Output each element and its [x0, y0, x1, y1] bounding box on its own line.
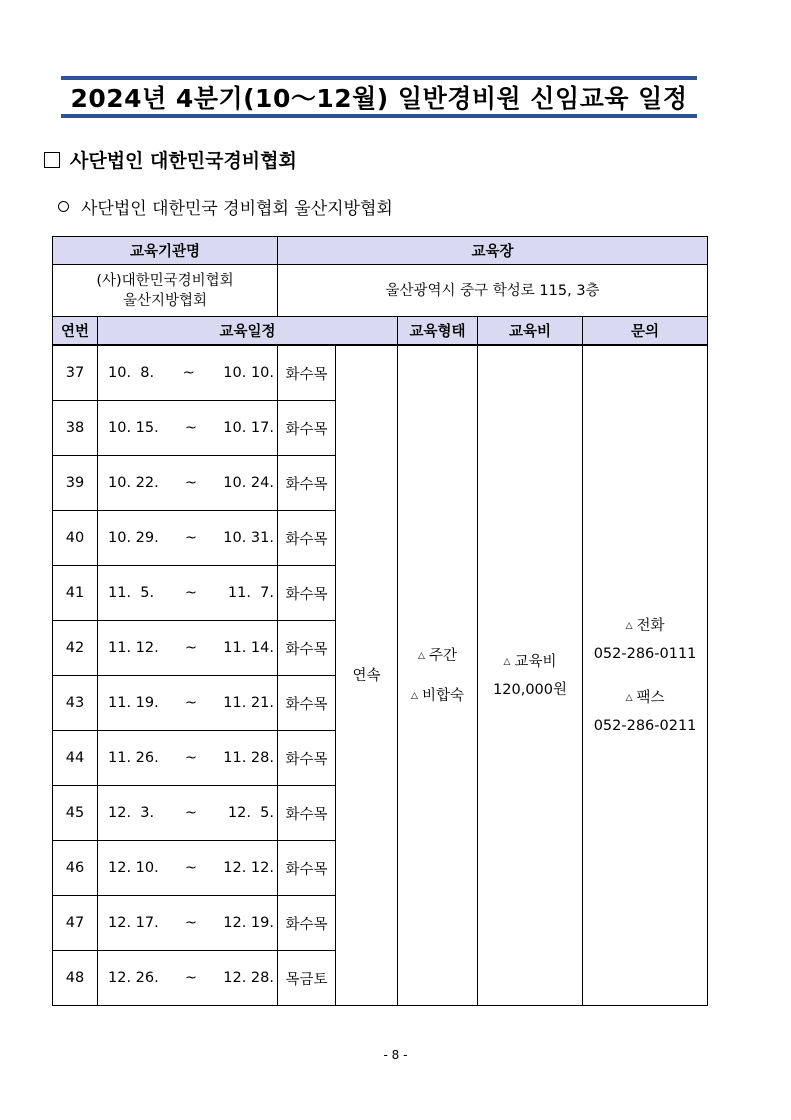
- row-days: 목금토: [278, 951, 336, 1006]
- triangle-bullet-icon: △: [625, 692, 633, 703]
- date-tilde: ~: [182, 365, 195, 381]
- row-days: 화수목: [278, 456, 336, 511]
- date-end: 11. 21.: [223, 695, 274, 711]
- row-number: 41: [53, 566, 98, 621]
- header-org: 교육기관명: [53, 237, 278, 265]
- row-number: 43: [53, 676, 98, 731]
- header-inquiry: 문의: [583, 317, 708, 346]
- table-row: [53, 345, 708, 401]
- type-line1: 주간: [428, 647, 457, 664]
- row-days: 화수목: [278, 896, 336, 951]
- row-days: 화수목: [278, 566, 336, 621]
- sub-heading: [58, 194, 393, 219]
- header-schedule: 교육일정: [98, 317, 398, 346]
- header-no: 연번: [53, 317, 98, 346]
- date-end: 11. 7.: [227, 585, 274, 601]
- date-tilde: ~: [184, 640, 198, 656]
- row-days: 화수목: [278, 676, 336, 731]
- date-tilde: ~: [184, 530, 198, 546]
- date-end: 11. 28.: [223, 750, 274, 766]
- fax-number: 052-286-0211: [593, 717, 697, 734]
- row-date-range: [98, 345, 278, 401]
- row-date-range: [98, 456, 278, 511]
- row-date-range: [98, 896, 278, 951]
- row-days: 화수목: [278, 786, 336, 841]
- mode-text: 연속: [352, 667, 381, 684]
- row-date-range: [98, 511, 278, 566]
- date-tilde: ~: [184, 750, 198, 766]
- header-place: 교육장: [278, 237, 708, 265]
- org-name-line1: (사)대한민국경비협회: [96, 272, 234, 289]
- triangle-bullet-icon: △: [418, 650, 425, 661]
- place: 울산광역시 중구 학성로 115, 3층: [278, 265, 708, 317]
- row-date-range: [98, 676, 278, 731]
- page-title: 2024년 4분기(10～12월) 일반경비원 신임교육 일정: [70, 84, 688, 113]
- row-number: 45: [53, 786, 98, 841]
- type-cell: [398, 345, 478, 1006]
- header-type: 교육형태: [398, 317, 478, 346]
- date-tilde: ~: [184, 805, 198, 821]
- date-end: 10. 17.: [223, 420, 274, 436]
- date-start: 12. 17.: [108, 915, 159, 931]
- date-end: 12. 5.: [227, 805, 274, 821]
- date-end: 11. 14.: [223, 640, 274, 656]
- row-days: 화수목: [278, 401, 336, 456]
- date-start: 11. 19.: [108, 695, 159, 711]
- date-start: 12. 10.: [108, 860, 159, 876]
- date-start: 10. 29.: [108, 530, 159, 546]
- date-tilde: ~: [184, 475, 198, 491]
- date-tilde: ~: [184, 420, 198, 436]
- date-end: 10. 31.: [223, 530, 274, 546]
- row-days: 화수목: [278, 621, 336, 676]
- row-number: 46: [53, 841, 98, 896]
- section-heading: [44, 146, 297, 173]
- row-number: 38: [53, 401, 98, 456]
- triangle-bullet-icon: △: [625, 620, 633, 631]
- sub-heading-text: 사단법인 대한민국 경비협회 울산지방협회: [81, 199, 393, 219]
- date-tilde: ~: [184, 695, 198, 711]
- phone-number: 052-286-0111: [593, 645, 697, 662]
- fee-amount: 120,000원: [493, 681, 567, 698]
- row-date-range: [98, 786, 278, 841]
- page-number: - 8 -: [383, 1048, 408, 1062]
- schedule-table: [52, 236, 708, 1006]
- org-name-line2: 울산지방협회: [122, 292, 208, 309]
- date-end: 10. 10.: [223, 365, 275, 381]
- org-row: [53, 265, 708, 317]
- row-number: 44: [53, 731, 98, 786]
- date-tilde: ~: [184, 915, 198, 931]
- row-days: 화수목: [278, 511, 336, 566]
- mode-cell: [336, 345, 398, 1006]
- checkbox-icon: [44, 152, 60, 168]
- date-end: 10. 24.: [223, 475, 274, 491]
- org-name: [53, 265, 278, 317]
- row-days: 화수목: [278, 841, 336, 896]
- row-number: 48: [53, 951, 98, 1006]
- type-line2: 비합숙: [421, 687, 464, 704]
- date-start: 11. 5.: [108, 585, 155, 601]
- row-date-range: [98, 401, 278, 456]
- fee-label: 교육비: [514, 653, 557, 670]
- row-date-range: [98, 621, 278, 676]
- date-start: 10. 8.: [108, 365, 155, 381]
- row-days: 화수목: [278, 345, 336, 401]
- section-heading-text: 사단법인 대한민국경비협회: [70, 150, 297, 172]
- row-date-range: [98, 841, 278, 896]
- date-tilde: ~: [184, 970, 198, 986]
- title-box: [61, 76, 697, 118]
- circle-bullet-icon: [58, 201, 69, 212]
- date-start: 12. 3.: [108, 805, 155, 821]
- date-end: 12. 28.: [223, 970, 274, 986]
- header-fee: 교육비: [478, 317, 583, 346]
- row-number: 42: [53, 621, 98, 676]
- date-start: 10. 15.: [108, 420, 159, 436]
- date-end: 12. 12.: [223, 860, 274, 876]
- date-start: 12. 26.: [108, 970, 159, 986]
- row-number: 40: [53, 511, 98, 566]
- header-row-columns: [53, 317, 708, 346]
- row-date-range: [98, 951, 278, 1006]
- inquiry-cell: [583, 345, 708, 1006]
- date-tilde: ~: [184, 860, 198, 876]
- fax-label: 팩스: [636, 689, 665, 706]
- row-number: 37: [53, 345, 98, 401]
- date-end: 12. 19.: [223, 915, 274, 931]
- date-start: 11. 26.: [108, 750, 159, 766]
- row-date-range: [98, 566, 278, 621]
- row-number: 39: [53, 456, 98, 511]
- fee-cell: [478, 345, 583, 1006]
- row-date-range: [98, 731, 278, 786]
- date-start: 11. 12.: [108, 640, 159, 656]
- row-days: 화수목: [278, 731, 336, 786]
- header-row-org: [53, 237, 708, 265]
- date-tilde: ~: [184, 585, 198, 601]
- row-number: 47: [53, 896, 98, 951]
- triangle-bullet-icon: △: [503, 656, 511, 667]
- phone-label: 전화: [636, 617, 665, 634]
- date-start: 10. 22.: [108, 475, 159, 491]
- triangle-bullet-icon: △: [411, 690, 418, 701]
